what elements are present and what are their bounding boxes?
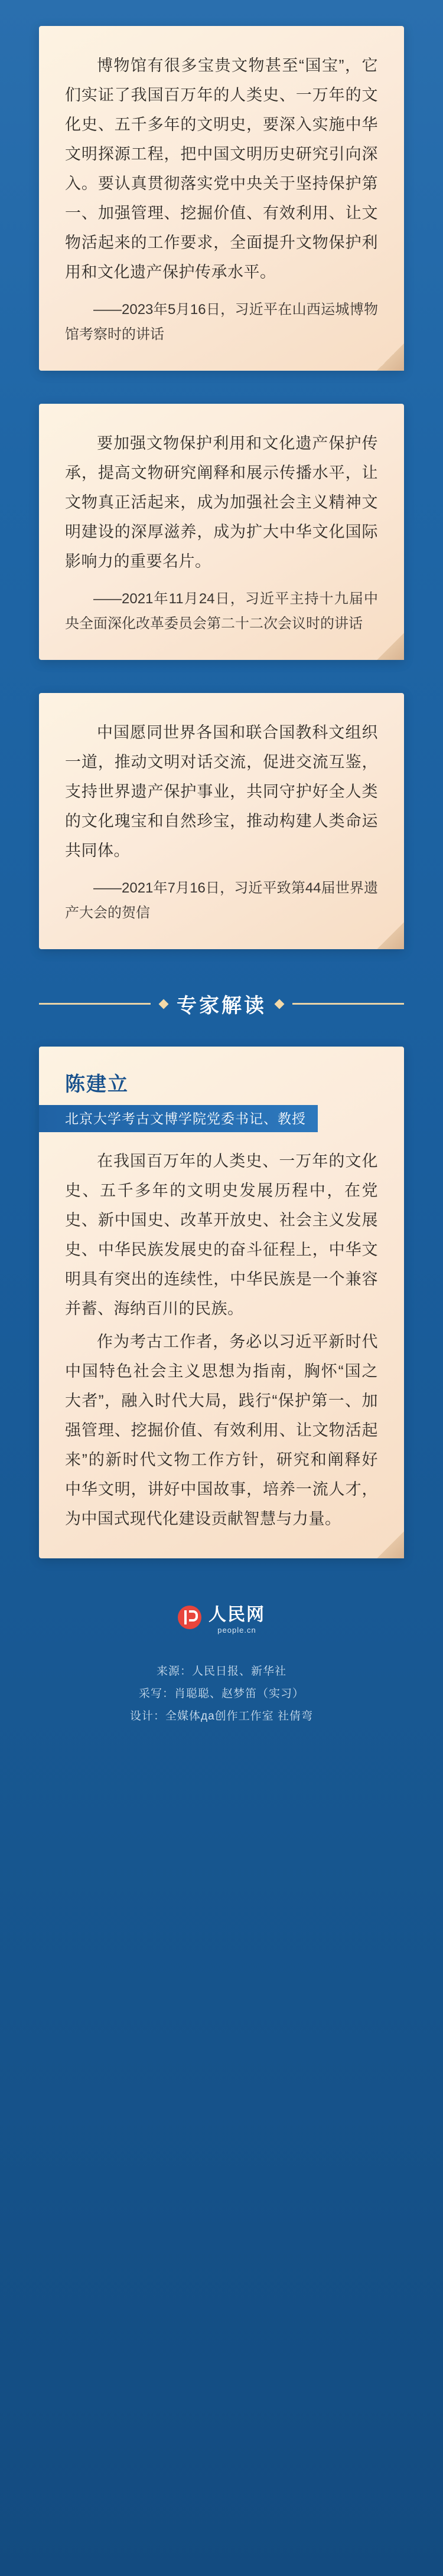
logo-text-en: people.cn [217, 1626, 256, 1634]
quote-attribution: ——2023年5月16日，习近平在山西运城博物馆考察时的讲话 [65, 302, 378, 342]
quote-card-2 [39, 404, 404, 660]
quote-card-1 [39, 26, 404, 371]
quote-text: 中国愿同世界各国和联合国教科文组织一道，推动文明对话交流，促进交流互鉴，支持世界遗产保护事业，共同守护好全人类的文化瑰宝和自然珍宝，推动构建人类命运共同体。 [65, 724, 378, 859]
spacer [0, 1031, 443, 1047]
diamond-icon [159, 999, 169, 1009]
section-title: 专家解读 [177, 995, 266, 1017]
divider-line-right [292, 1003, 404, 1005]
spacer [0, 371, 443, 404]
section-heading-expert [39, 973, 404, 1031]
divider-line-left [39, 1003, 151, 1005]
quote-text: 要加强文物保护利用和文化遗产保护传承，提高文物研究阐释和展示传播水平，让文物真正活起来，成为加强社会主义精神文明建设的深厚滋养，成为扩大中华文化国际影响力的重要名片。 [65, 434, 378, 570]
expert-card [39, 1047, 404, 1558]
logo-text-cn: 人民网 [209, 1605, 265, 1624]
quote-card-3 [39, 693, 404, 949]
spacer [0, 949, 443, 973]
credit-line: 来源：人民日报、新华社 [156, 1665, 286, 1678]
people-cn-logo [0, 1600, 443, 1634]
credit-line: 设计：全媒体да创作工作室 社倩弯 [130, 1710, 313, 1722]
people-logo-icon [178, 1606, 201, 1629]
credit-line: 采写：肖聪聪、赵梦笛（实习） [138, 1688, 304, 1700]
quote-text: 博物馆有很多宝贵文物甚至“国宝”，它们实证了我国百万年的人类史、一万年的文化史、五千多年的文明史，要深入实施中华文明探源工程，把中国文明历史研究引向深入。要认真贯彻落实党中央关于坚持保护第一、加强管理、挖掘价值、有效利用、让文物活起来的工作要求，全面提升文物保护利用和文化遗产保护传承水平。 [65, 57, 378, 281]
expert-name: 陈建立 [65, 1073, 129, 1096]
expert-title: 北京大学考古文博学院党委书记、教授 [39, 1105, 318, 1132]
expert-body [39, 1143, 404, 1534]
quote-attribution: ——2021年11月24日，习近平主持十九届中央全面深化改革委员会第二十二次会议时的讲话 [65, 591, 378, 632]
expert-paragraph: 作为考古工作者，务必以习近平新时代中国特色社会主义思想为指南，胸怀“国之大者”，融入时代大局，践行“保护第一、加强管理、挖掘价值、有效利用、让文物活起来”的新时代文物工作方针，研究和阐释好中华文明，讲好中国故事，培养一流人才，为中国式现代化建设贡献智慧与力量。 [65, 1333, 378, 1528]
diamond-icon [275, 999, 285, 1009]
quote-attribution: ——2021年7月16日，习近平致第44届世界遗产大会的贺信 [65, 880, 378, 921]
footer [0, 1558, 443, 1755]
expert-paragraph: 在我国百万年的人类史、一万年的文化史、五千多年的文明史发展历程中，在党史、新中国史、改革开放史、社会主义发展史、中华民族发展史的奋斗征程上，中华文明具有突出的连续性，中华民族是一个兼容并蓄、海纳百川的民族。 [65, 1152, 378, 1318]
spacer [0, 660, 443, 693]
top-spacer [0, 0, 443, 26]
